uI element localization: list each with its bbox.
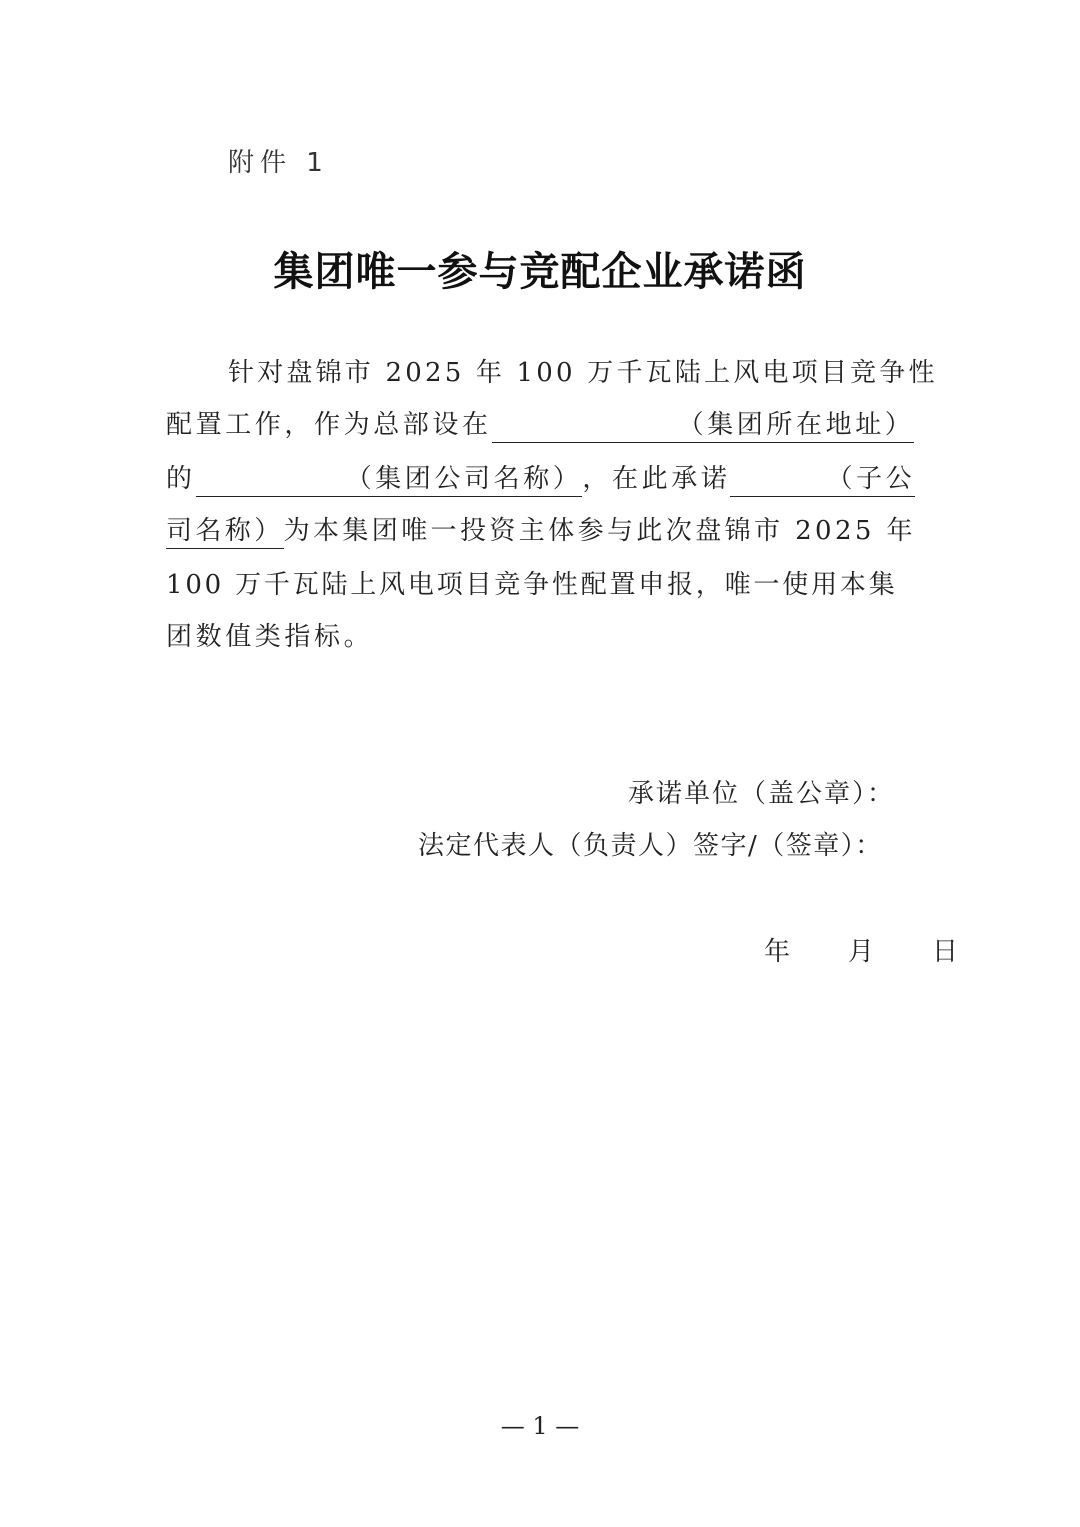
body-text: 100 万千瓦陆上风电项目竞争性配置申报，唯一使用本集: [166, 570, 898, 600]
blank-hint: （集团公司名称）: [345, 464, 583, 494]
page-number: — 1 —: [500, 1412, 580, 1440]
body-line-1: [228, 356, 938, 390]
body-text: 针对盘锦市 2025 年 100 万千瓦陆上风电项目竞争性: [228, 358, 938, 388]
body-text: 团数值类指标。: [166, 622, 374, 652]
blank-hint: （集团所在地址）: [677, 410, 915, 440]
signature-representative: 法定代表人（负责人）签字/（签章）：: [418, 831, 883, 861]
blank-hint: （子公: [826, 464, 916, 494]
document-title: 集团唯一参与竞配企业承诺函: [273, 249, 807, 295]
body-text: 的: [166, 464, 196, 494]
signature-unit: 承诺单位（盖公章）：: [628, 779, 896, 809]
body-line-4: [166, 514, 916, 548]
blank-subsidiary-name-cont[interactable]: [166, 514, 284, 549]
blank-group-address[interactable]: [492, 408, 915, 443]
body-line-3: [166, 462, 915, 496]
body-line-6: [166, 620, 373, 654]
body-text: ，在此承诺: [582, 464, 731, 494]
body-line-2: [166, 408, 914, 442]
blank-hint: 司名称）: [166, 516, 284, 546]
blank-group-name[interactable]: [196, 462, 583, 497]
body-line-5: [166, 568, 898, 602]
blank-subsidiary-name[interactable]: [730, 462, 915, 497]
signature-date: 年 月 日: [764, 937, 961, 967]
attachment-label: 附件 1: [228, 148, 329, 178]
body-text: 为本集团唯一投资主体参与此次盘锦市 2025 年: [283, 516, 916, 546]
body-text: 配置工作，作为总部设在: [166, 410, 492, 440]
